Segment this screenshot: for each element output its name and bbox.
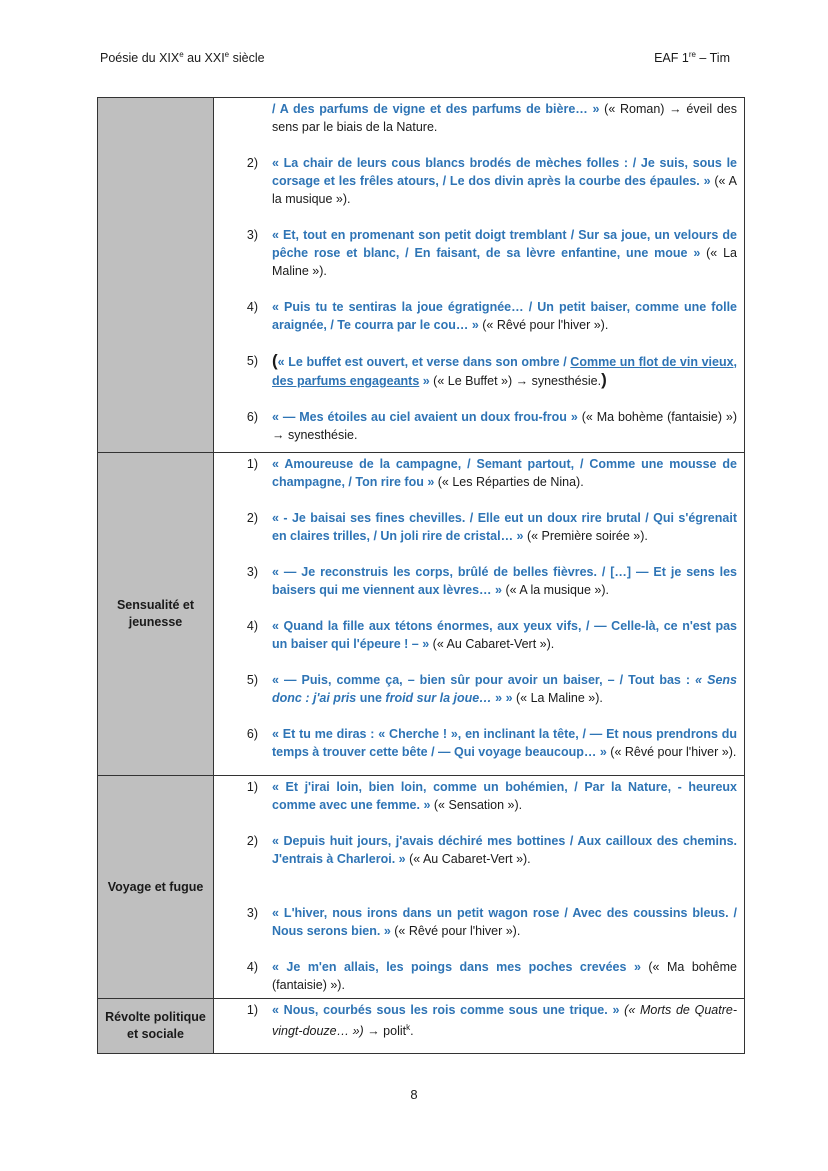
source: (« La Maline »). — [512, 691, 603, 705]
item-number: 4) — [246, 619, 258, 633]
quote: « Et tu me diras : « Cherche ! », en inclinant la tête, / — Et nous prendrons du temps à trouver cette bête / — Qui voyage beaucoup… » — [272, 727, 737, 759]
quote: « Nous, courbés sous les rois comme sous une trique. » — [272, 1003, 620, 1017]
list-item — [214, 352, 737, 390]
source: (« A la musique »). — [272, 174, 737, 206]
list-item — [214, 563, 737, 599]
list-item — [214, 778, 737, 814]
item-number: 4) — [246, 300, 258, 314]
list-item — [214, 904, 737, 940]
item-number: 6) — [246, 727, 258, 741]
items-cell — [214, 999, 745, 1054]
source: (« Première soirée »). — [523, 529, 648, 543]
list-item — [214, 509, 737, 545]
list-item — [214, 832, 737, 868]
source: (« Au Cabaret-Vert »). — [405, 852, 531, 866]
quote-underlined: Comme un flot de vin vieux, des parfums engageants — [272, 355, 738, 388]
quote: / A des parfums de vigne et des parfums de bière… » — [272, 102, 600, 116]
list-item — [214, 226, 737, 280]
item-number: 2) — [246, 511, 258, 525]
quotes-table — [97, 97, 745, 1054]
page-number: 8 — [410, 1087, 418, 1102]
list-item — [214, 617, 737, 653]
list-item — [214, 298, 737, 334]
item-number: 3) — [246, 906, 258, 920]
quote: « Je m'en allais, les poings dans mes poches crevées » — [272, 960, 641, 974]
source: → polit — [363, 1024, 407, 1039]
source: (« Au Cabaret-Vert »). — [429, 637, 555, 651]
quote: « — Je reconstruis les corps, brûlé de belles fièvres. / […] — Et je sens les baisers qui me viennent aux lèvres… » — [272, 565, 737, 597]
list-item — [214, 408, 737, 444]
items-cell — [214, 98, 745, 453]
quote: « Depuis huit jours, j'avais déchiré mes bottines / Aux cailloux des chemins. J'entrais à Charleroi. » — [272, 834, 737, 866]
item-number: 4) — [246, 960, 258, 974]
quote: « Quand la fille aux tétons énormes, aux yeux vifs, / — Celle-là, ce n'est pas un baiser qui l'épeure ! – » — [272, 619, 737, 651]
quote: « L'hiver, nous irons dans un petit wagon rose / Avec des coussins bleus. / Nous serons bien. » — [272, 906, 737, 938]
header-title: Poésie du XIXe au XXIe siècle — [100, 50, 265, 66]
item-number: 5) — [246, 354, 258, 368]
source: (« Rêvé pour l'hiver »). — [390, 924, 521, 938]
source-italic: (« Morts de Quatre-vingt-douze… ») — [272, 1003, 737, 1039]
superscript: k — [406, 1023, 411, 1032]
source: (« Ma bohême (fantaisie) »). — [272, 960, 737, 992]
source: (« Le Buffet ») → synesthésie. — [429, 374, 602, 388]
quote-italic: froid sur la joue… — [385, 691, 492, 705]
quote: « - Je baisai ses fines chevilles. / Elle eut un doux rire brutal / Qui s'égrenait en claires trilles, / Un joli rire de cristal… » — [272, 511, 737, 543]
quote: « Amoureuse de la campagne, / Semant partout, / Comme une mousse de champagne, / Ton rire fou » — [272, 457, 737, 489]
list-item — [214, 455, 737, 491]
list-item — [214, 725, 737, 761]
item-number: 5) — [246, 673, 258, 687]
quote: « La chair de leurs cous blancs brodés de mèches folles : / Je suis, sous le corsage et les frêles atours, / Le dos divin après la courbe des épaules. » — [272, 156, 737, 188]
item-number: 1) — [246, 1003, 258, 1017]
item-number: 3) — [246, 228, 258, 242]
quote: « Et, tout en promenant son petit doigt tremblant / Sur sa joue, un velours de pêche rose et blanc, / En faisant, de sa lèvre enfantine, une moue » — [272, 228, 737, 260]
item-number: 6) — [246, 410, 258, 424]
list-item — [214, 958, 737, 994]
close-paren: ) — [601, 370, 607, 389]
category-cell — [98, 98, 214, 453]
quote-end: » — [419, 374, 430, 388]
source: (« Rêvé pour l'hiver »). — [478, 318, 609, 332]
quote: « Le buffet est ouvert, et verse dans son ombre / — [277, 355, 571, 369]
category-cell: Voyage et fugue — [98, 776, 214, 999]
quote: « — Mes étoiles au ciel avaient un doux frou-frou » — [272, 410, 578, 424]
item-number: 1) — [246, 457, 258, 471]
item-number: 2) — [246, 834, 258, 848]
quote-mid: une — [356, 691, 386, 705]
quote: « — Puis, comme ça, – bien sûr pour avoir un baiser, – / Tout bas : — [272, 673, 696, 687]
category-cell: Sensualité et jeunesse — [98, 453, 214, 776]
list-item — [214, 100, 737, 136]
source: (« Les Réparties de Nina). — [434, 475, 584, 489]
source: (« Sensation »). — [430, 798, 523, 812]
source: (« Roman) → éveil des sens par le biais de la Nature. — [272, 102, 737, 134]
quote-italic: « Sens donc : j'ai pris — [272, 673, 737, 705]
table-row — [98, 98, 745, 453]
table-row — [98, 999, 745, 1054]
table-row — [98, 453, 745, 776]
item-number: 2) — [246, 156, 258, 170]
list-item — [214, 154, 737, 208]
quote: « Puis tu te sentiras la joue égratignée… / Un petit baiser, comme une folle araignée, / Te courra par le cou… » — [272, 300, 737, 332]
header-class: EAF 1re – Tim — [654, 50, 730, 66]
list-item — [214, 1001, 737, 1040]
source: (« La Maline »). — [272, 246, 738, 278]
items-cell — [214, 776, 745, 999]
open-paren: ( — [272, 351, 278, 370]
table-row — [98, 776, 745, 999]
quote: « Et j'irai loin, bien loin, comme un bohémien, / Par la Nature, - heureux comme avec une femme. » — [272, 780, 737, 812]
category-cell: Révolte politique et sociale — [98, 999, 214, 1054]
source: (« A la musique »). — [501, 583, 609, 597]
period: . — [410, 1024, 414, 1039]
list-item — [214, 671, 737, 707]
quote-end: » » — [491, 691, 513, 705]
items-cell — [214, 453, 745, 776]
source: (« Ma bohème (fantaisie) ») → synesthésie. — [272, 410, 738, 442]
source: (« Rêvé pour l'hiver »). — [606, 745, 737, 759]
item-number: 1) — [246, 780, 258, 794]
item-number: 3) — [246, 565, 258, 579]
